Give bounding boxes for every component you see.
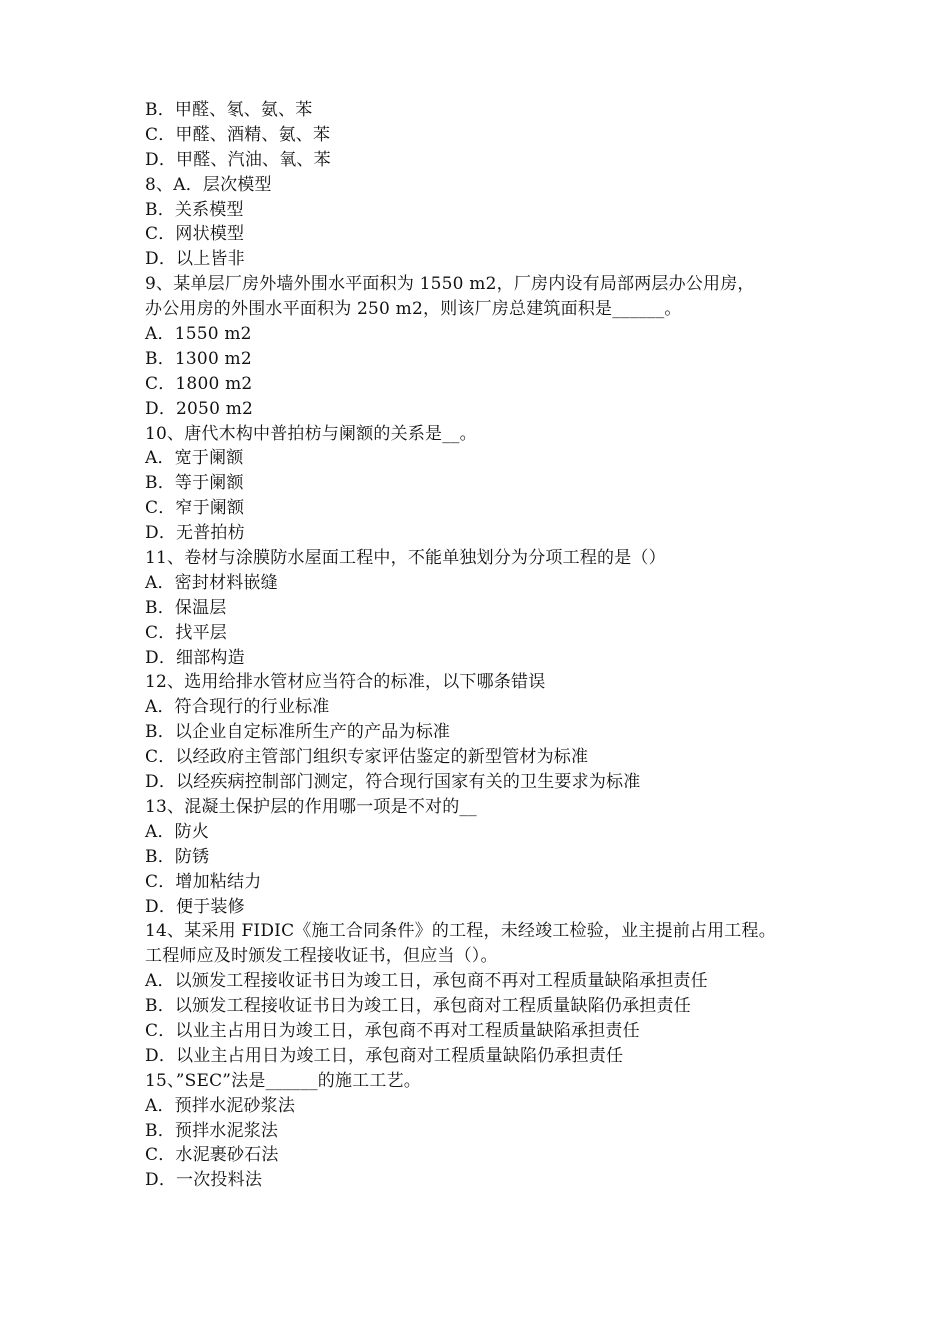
- option-line: C．以业主占用日为竣工日，承包商不再对工程质量缺陷承担责任: [145, 1020, 640, 1041]
- option-line: A．以颁发工程接收证书日为竣工日，承包商不再对工程质量缺陷承担责任: [145, 971, 708, 992]
- option-line: C．窄于阑额: [145, 498, 245, 519]
- option-line: C．以经政府主管部门组织专家评估鉴定的新型管材为标准: [145, 747, 589, 768]
- option-line: A．1550 m2: [145, 324, 252, 345]
- option-line: D．以经疾病控制部门测定，符合现行国家有关的卫生要求为标准: [145, 772, 641, 793]
- option-line: D．2050 m2: [145, 398, 254, 419]
- option-line: D．甲醛、汽油、氧、苯: [145, 149, 331, 170]
- document-body: [145, 98, 810, 1193]
- question-line: 13、混凝土保护层的作用哪一项是不对的__: [145, 796, 477, 817]
- option-line: B．防锈: [145, 846, 210, 867]
- option-line: D．以上皆非: [145, 249, 245, 270]
- option-line: A．预拌水泥砂浆法: [145, 1095, 296, 1116]
- option-line: D．以业主占用日为竣工日，承包商对工程质量缺陷仍承担责任: [145, 1045, 624, 1066]
- option-line: D．一次投料法: [145, 1170, 263, 1191]
- option-line: B．以颁发工程接收证书日为竣工日，承包商对工程质量缺陷仍承担责任: [145, 996, 691, 1017]
- option-line: C．1800 m2: [145, 373, 253, 394]
- option-line: C．增加粘结力: [145, 871, 262, 892]
- option-line: C．找平层: [145, 622, 228, 643]
- option-line: D．便于装修: [145, 896, 245, 917]
- option-line: A．密封材料嵌缝: [145, 572, 278, 593]
- option-line: C．水泥裹砂石法: [145, 1145, 279, 1166]
- option-line: A．符合现行的行业标准: [145, 697, 330, 718]
- question-line: 10、唐代木构中普拍枋与阑额的关系是__。: [145, 423, 477, 444]
- option-line: B．等于阑额: [145, 473, 244, 494]
- option-line: C．网状模型: [145, 224, 245, 245]
- question-line: 8、A．层次模型: [145, 174, 272, 195]
- question-line: 14、某采用 FIDIC《施工合同条件》的工程，未经竣工检验，业主提前占用工程。: [145, 921, 776, 942]
- question-line: 11、卷材与涂膜防水屋面工程中，不能单独划分为分项工程的是（）: [145, 548, 666, 569]
- option-line: B．关系模型: [145, 199, 244, 220]
- question-line: 15、”SEC”法是______的施工工艺。: [145, 1070, 421, 1091]
- option-line: B．以企业自定标准所生产的产品为标准: [145, 722, 451, 743]
- question-line: 12、选用给排水管材应当符合的标准，以下哪条错误: [145, 672, 546, 693]
- option-line: B．保温层: [145, 597, 227, 618]
- option-line: A．防火: [145, 821, 210, 842]
- option-line: B．预拌水泥浆法: [145, 1120, 279, 1141]
- option-line: D．无普拍枋: [145, 523, 245, 544]
- question-line: 9、某单层厂房外墙外围水平面积为 1550 m2，厂房内设有局部两层办公用房，: [145, 274, 755, 295]
- option-line: A．宽于阑额: [145, 448, 244, 469]
- option-line: B．1300 m2: [145, 348, 252, 369]
- option-line: B．甲醛、氡、氨、苯: [145, 100, 313, 120]
- option-line: D．细部构造: [145, 647, 245, 668]
- question-line: 工程师应及时颁发工程接收证书，但应当（）。: [145, 946, 498, 967]
- question-line: 办公用房的外围水平面积为 250 m2，则该厂房总建筑面积是______。: [145, 299, 682, 320]
- option-line: C．甲醛、酒精、氨、苯: [145, 124, 331, 145]
